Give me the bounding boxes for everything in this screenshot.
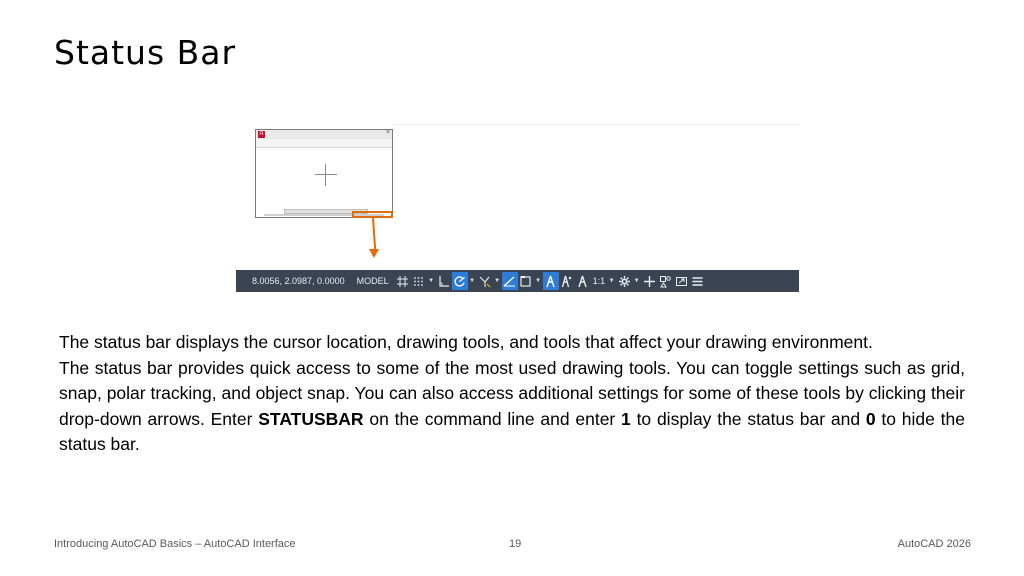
grid-icon[interactable] — [395, 272, 411, 290]
ribbon-strip — [256, 139, 392, 148]
clean-screen-icon[interactable] — [673, 272, 689, 290]
object-snap-tracking-icon[interactable] — [502, 272, 518, 290]
page-number: 19 — [509, 538, 522, 550]
callout-arrow-head — [369, 249, 379, 258]
value-one: 1 — [621, 408, 631, 429]
chevron-down-icon[interactable]: ▼ — [633, 278, 640, 284]
chevron-down-icon[interactable]: ▼ — [469, 278, 476, 284]
status-bar-highlight — [352, 211, 393, 218]
chevron-down-icon[interactable]: ▼ — [608, 278, 615, 284]
chevron-down-icon[interactable]: ▼ — [428, 278, 435, 284]
isometric-drafting-icon[interactable] — [477, 272, 493, 290]
value-zero: 0 — [865, 408, 876, 429]
chevron-down-icon[interactable]: ▼ — [535, 278, 542, 284]
annotation-scale-value[interactable]: 1:1 — [592, 276, 606, 286]
isolate-objects-icon[interactable] — [657, 272, 673, 290]
body-text — [59, 330, 965, 458]
footer-course-title: Introducing AutoCAD Basics – AutoCAD Interface — [54, 538, 296, 550]
divider — [394, 124, 799, 125]
crosshair-icon — [315, 174, 337, 175]
customization-menu-icon[interactable] — [689, 272, 705, 290]
statusbar-command: STATUSBAR — [258, 408, 364, 429]
ortho-mode-icon[interactable] — [436, 272, 452, 290]
model-space-button[interactable]: MODEL — [356, 276, 389, 286]
status-bar — [236, 270, 799, 292]
close-icon: × — [385, 129, 390, 136]
paragraph-1: The status bar displays the cursor location, drawing tools, and tools that affect your drawing environment. — [59, 332, 873, 352]
workspace-switching-icon[interactable] — [616, 272, 632, 290]
crosshair-icon — [325, 164, 326, 186]
object-snap-icon[interactable] — [518, 272, 534, 290]
autocad-logo-icon: A — [259, 131, 264, 137]
footer-product: AutoCAD 2026 — [897, 538, 971, 550]
chevron-down-icon[interactable]: ▼ — [494, 278, 501, 284]
paragraph-2: The status bar provides quick access to some of the most used drawing tools. You can toggle settings such as grid, snap, polar tracking, and object snap. You can also access additional settings for some of these tools by clicking their drop-down arrows. Enter STATUSBAR on the command line and enter 1 to display the status bar and 0 to hide the status bar. — [59, 357, 965, 454]
auto-scale-icon[interactable] — [559, 272, 575, 290]
polar-tracking-icon[interactable] — [452, 272, 468, 290]
callout-arrow — [372, 218, 376, 252]
snap-mode-icon[interactable] — [411, 272, 427, 290]
plus-icon[interactable] — [641, 272, 657, 290]
cursor-coordinates[interactable]: 8.0056, 2.0987, 0.0000 — [252, 276, 345, 286]
slide-title: Status Bar — [54, 33, 237, 72]
autocad-window-thumbnail — [255, 129, 393, 218]
annotation-visibility-icon[interactable] — [543, 272, 559, 290]
annotation-scale-icon[interactable] — [575, 272, 591, 290]
